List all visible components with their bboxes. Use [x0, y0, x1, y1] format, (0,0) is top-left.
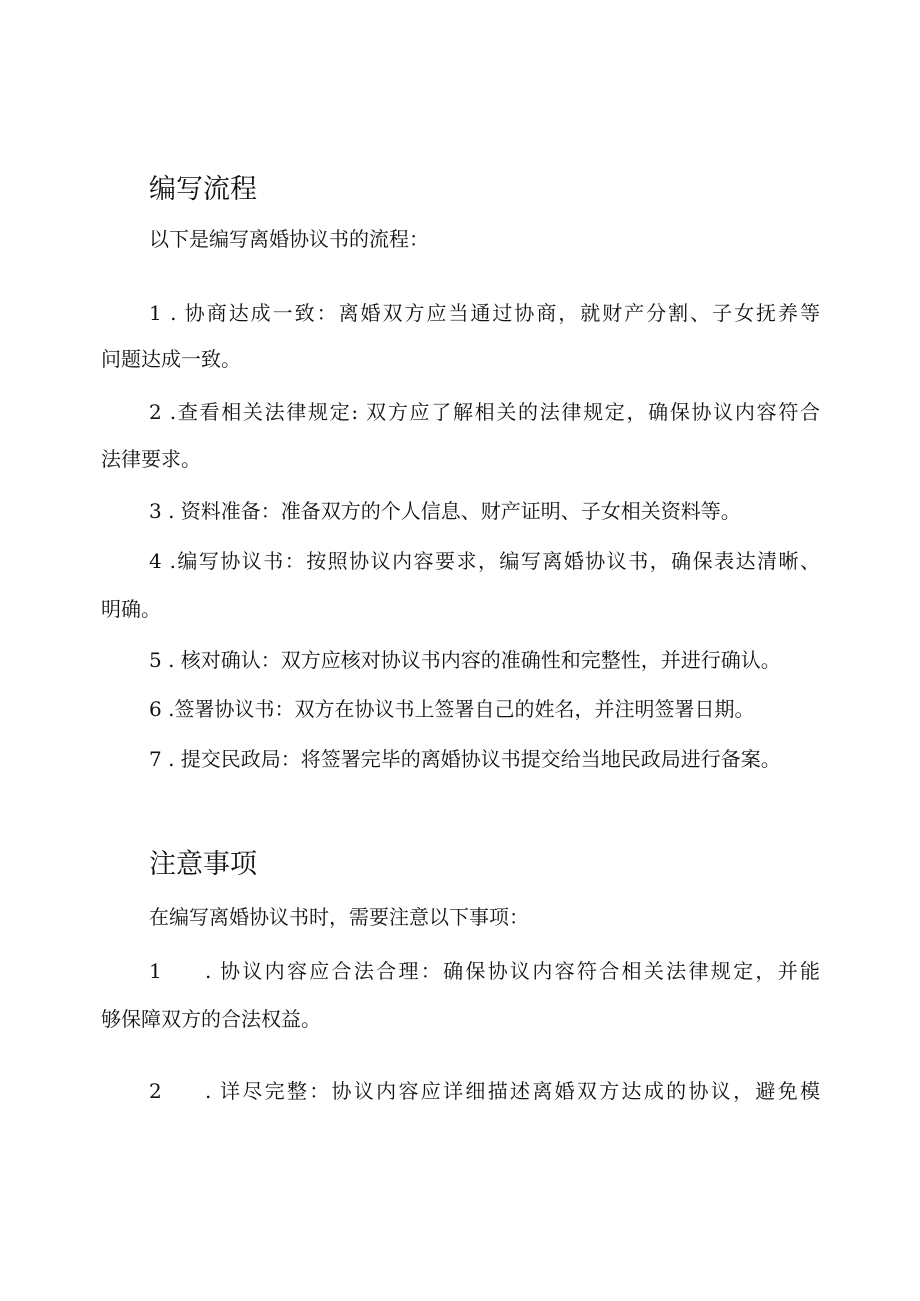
- step-text: .签署协议书：双方在协议书上签署自己的姓名，并注明签署日期。: [168, 697, 755, 721]
- step-text: . 核对确认：双方应核对协议书内容的准确性和完整性，并进行确认。: [168, 648, 781, 672]
- step-number: 3: [149, 499, 162, 523]
- step-text: . 协商达成一致：离婚双方应当通过协商，就财产分割、子女抚养等: [170, 301, 821, 325]
- section-heading-process: 编写流程: [149, 174, 257, 205]
- step-text: .编写协议书：按照协议内容要求，编写离婚协议书，确保表达清晰、: [169, 549, 820, 573]
- step-text: . 提交民政局：将签署完毕的离婚协议书提交给当地民政局进行备案。: [168, 747, 781, 771]
- note-text-continued: 够保障双方的合法权益。: [101, 1007, 321, 1031]
- step-text-continued: 明确。: [101, 597, 161, 621]
- step-number: 1: [149, 301, 162, 325]
- step-text: . 资料准备：准备双方的个人信息、财产证明、子女相关资料等。: [168, 499, 741, 523]
- step-text-continued: 法律要求。: [101, 447, 201, 471]
- step-text: .查看相关法律规定: 双方应了解相关的法律规定，确保协议内容符合: [169, 400, 821, 424]
- step-text-continued: 问题达成一致。: [101, 347, 241, 371]
- step-number: 6: [149, 697, 162, 721]
- step-number: 7: [149, 747, 162, 771]
- note-number: 1: [149, 959, 162, 983]
- step-number: 5: [149, 648, 162, 672]
- note-text: . 详尽完整：协议内容应详细描述离婚双方达成的协议，避免模: [205, 1079, 820, 1103]
- note-number: 2: [149, 1079, 162, 1103]
- section-intro-process: 以下是编写离婚协议书的流程：: [149, 227, 429, 251]
- section-heading-notes: 注意事项: [149, 849, 257, 880]
- step-number: 2: [149, 400, 162, 424]
- note-text: . 协议内容应合法合理：确保协议内容符合相关法律规定，并能: [205, 959, 820, 983]
- step-number: 4: [149, 549, 162, 573]
- section-intro-notes: 在编写离婚协议书时，需要注意以下事项：: [149, 905, 529, 929]
